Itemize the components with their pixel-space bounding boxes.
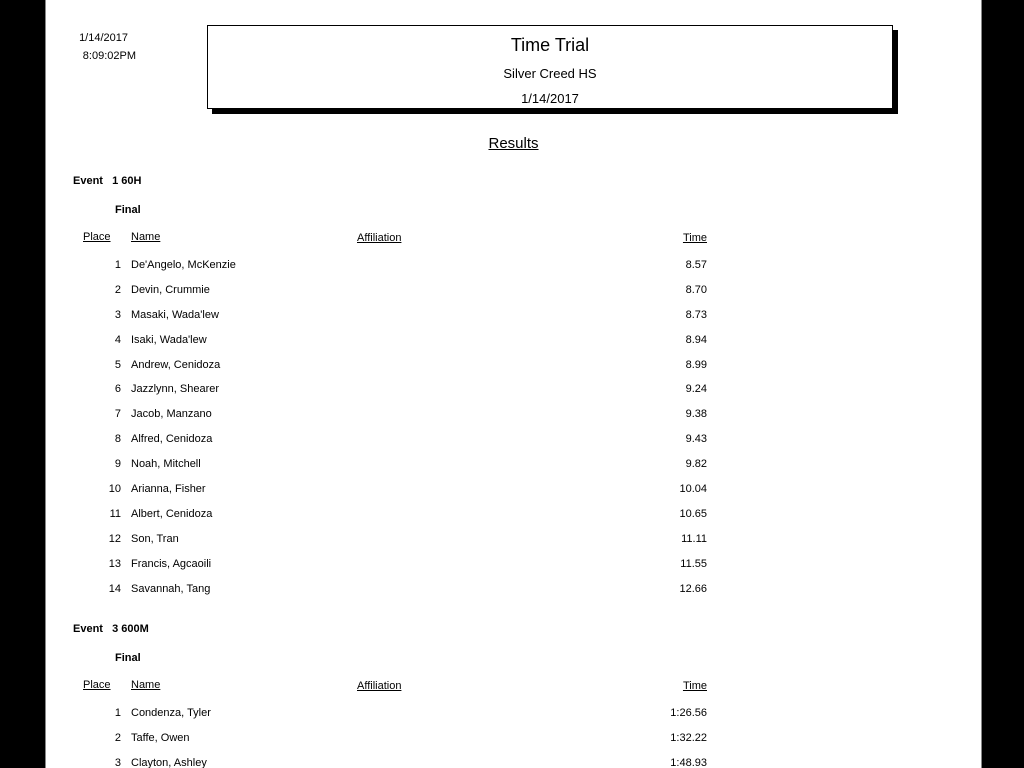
results-page [45,0,982,768]
result-time: 1:26.56 [670,707,707,719]
result-name: Devin, Crummie [131,284,210,296]
result-time: 12.66 [679,583,707,595]
meet-venue: Silver Creed HS [503,66,597,81]
result-place: 3 [114,757,121,768]
column-header-place: Place [83,679,111,691]
result-time: 10.65 [679,508,707,520]
column-header-affiliation: Affiliation [357,232,402,244]
result-time: 11.55 [680,558,707,570]
result-name: Masaki, Wada'lew [131,309,219,321]
result-name: Isaki, Wada'lew [131,334,207,346]
result-time: 8.57 [685,259,707,271]
result-row [46,284,981,309]
event-title: Event 3 600M [73,623,149,635]
result-row [46,383,981,408]
result-name: Savannah, Tang [131,583,211,595]
result-place: 5 [114,359,121,371]
result-name: Albert, Cenidoza [131,508,213,520]
round-label: Final [115,204,141,216]
print-time: 8:09:02PM [82,50,136,62]
result-place: 1 [114,707,121,719]
round-label: Final [115,652,141,664]
result-row [46,458,981,483]
meet-title: Time Trial [510,35,590,55]
result-time: 8.73 [685,309,707,321]
result-row [46,259,981,284]
result-place: 13 [108,558,121,570]
result-row [46,732,981,757]
result-row [46,334,981,359]
column-header-time: Time [682,680,707,692]
result-time: 1:32.22 [670,732,707,744]
result-name: De'Angelo, McKenzie [131,259,236,271]
result-place: 8 [114,433,121,445]
result-place: 4 [114,334,121,346]
column-header-affiliation: Affiliation [357,680,402,692]
result-place: 9 [114,458,121,470]
result-time: 1:48.93 [670,757,707,768]
print-date: 1/14/2017 [79,32,128,44]
result-place: 6 [114,383,121,395]
result-name: Clayton, Ashley [131,757,207,768]
result-place: 10 [108,483,121,495]
result-name: Andrew, Cenidoza [131,359,221,371]
result-row [46,433,981,458]
result-name: Son, Tran [131,533,179,545]
result-row [46,508,981,533]
result-row [46,757,981,768]
results-heading: Results [488,135,539,152]
result-time: 9.43 [685,433,707,445]
result-place: 7 [114,408,121,420]
result-row [46,558,981,583]
result-row [46,483,981,508]
result-time: 9.82 [685,458,707,470]
result-name: Francis, Agcaoili [131,558,212,570]
meet-date: 1/14/2017 [521,91,579,106]
result-place: 2 [114,732,121,744]
result-name: Jacob, Manzano [131,408,212,420]
column-header-name: Name [131,231,161,243]
result-place: 14 [108,583,121,595]
column-header-place: Place [83,231,111,243]
result-name: Noah, Mitchell [131,458,201,470]
column-header-name: Name [131,679,161,691]
result-row [46,583,981,608]
result-name: Arianna, Fisher [131,483,206,495]
result-name: Condenza, Tyler [131,707,211,719]
result-place: 3 [114,309,121,321]
result-place: 11 [109,508,121,520]
result-place: 2 [114,284,121,296]
result-row [46,408,981,433]
result-name: Alfred, Cenidoza [131,433,213,445]
column-header-time: Time [682,232,707,244]
result-time: 11.11 [681,533,707,545]
result-row [46,309,981,334]
result-row [46,533,981,558]
result-place: 1 [114,259,121,271]
result-time: 8.94 [685,334,707,346]
result-name: Taffe, Owen [131,732,190,744]
result-time: 9.24 [685,383,707,395]
result-time: 8.70 [685,284,707,296]
result-time: 10.04 [679,483,707,495]
result-name: Jazzlynn, Shearer [131,383,220,395]
meet-header [207,25,893,109]
result-time: 9.38 [685,408,707,420]
result-row [46,707,981,732]
event-title: Event 1 60H [73,175,142,187]
result-place: 12 [108,533,121,545]
result-time: 8.99 [685,359,707,371]
result-row [46,359,981,384]
